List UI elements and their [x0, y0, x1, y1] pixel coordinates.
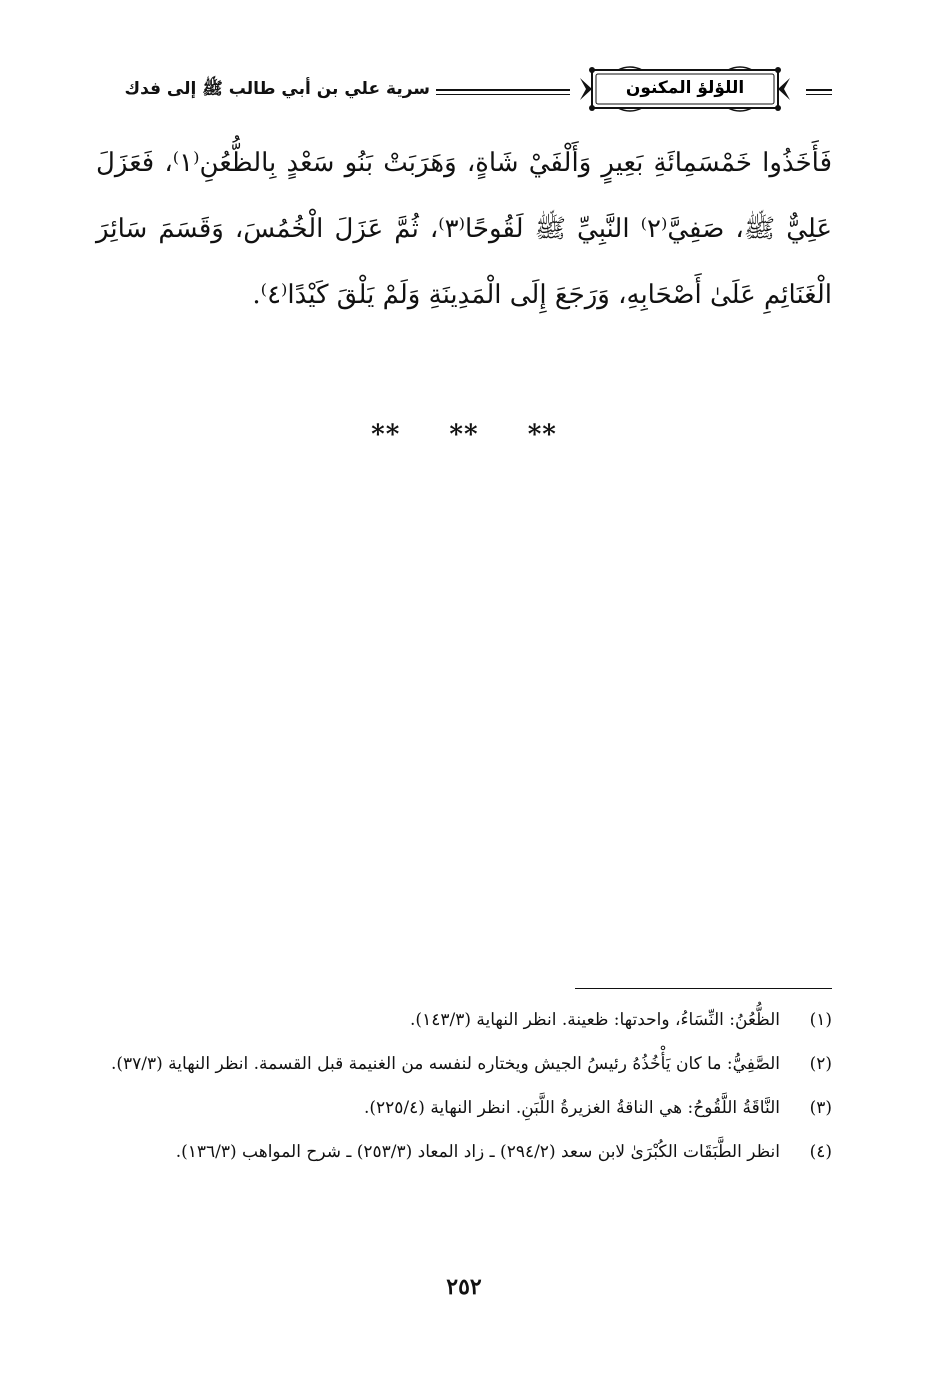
footnote-item [96, 998, 832, 1042]
main-text [96, 130, 832, 328]
footnote-number: (٢) [809, 1054, 832, 1074]
book-title-ornament [578, 64, 792, 114]
footnote-text: النَّاقَةُ اللَّقُوحُ: هي الناقةُ الغزيرةُ اللَّبَنِ. انظر النهاية (٢٢٥/٤). [363, 1098, 780, 1118]
footnote-number: (١) [809, 1010, 832, 1030]
footnote-text: الظُّعُنُ: النِّسَاءُ، واحدتها: ظعينة. انظر النهاية (١٤٣/٣). [410, 1010, 780, 1030]
footnote-item [96, 1042, 832, 1086]
footnote-rule [575, 988, 832, 989]
footnotes [96, 998, 832, 1174]
separator-mark: ** [371, 420, 401, 450]
footnote-number: (٣) [809, 1098, 832, 1118]
book-title: اللؤلؤ المكنون [625, 78, 745, 98]
running-header [90, 62, 832, 118]
footnote-text: انظر الطَّبَقَات الكُبْرَىٰ لابن سعد (٢٩٤/٢) ـ زاد المعاد (٢٥٣/٣) ـ شرح المواهب (١٣٦/٣). [175, 1142, 780, 1162]
footnote-number: (٤) [809, 1142, 832, 1162]
main-paragraph: فَأَخَذُوا خَمْسَمِائَةِ بَعِيرٍ وَأَلْفَيْ شَاةٍ، وَهَرَبَتْ بَنُو سَعْدٍ بِالظُّعُنِ⁽١⁾، فَعَزَلَ عَلِيٌّ ﷺ، صَفِيَّ⁽٢⁾ النَّبِيِّ ﷺ لَقُوحًا⁽٣⁾، ثُمَّ عَزَلَ الْخُمُسَ، وَقَسَمَ سَائِرَ الْغَنَائِمِ عَلَىٰ أَصْحَابِهِ، وَرَجَعَ إِلَى الْمَدِينَةِ وَلَمْ يَلْقَ كَيْدًا⁽٤⁾. [96, 148, 833, 310]
footnote-item [96, 1130, 832, 1174]
header-rule-right [806, 89, 832, 95]
footnote-item [96, 1086, 832, 1130]
separator-mark: ** [449, 420, 479, 450]
chapter-title: سرية علي بن أبي طالب ﷺ إلى فدك [124, 79, 430, 99]
page-number: ٢٥٢ [446, 1274, 482, 1300]
section-separator [0, 420, 928, 450]
header-rule-middle [436, 89, 570, 95]
separator-mark: ** [527, 420, 557, 450]
footnote-text: الصَّفِيُّ: ما كان يَأْخُذُهُ رئيسُ الجيش ويختاره لنفسه من الغنيمة قبل القسمة. انظر النهاية (٣٧/٣). [110, 1054, 780, 1074]
